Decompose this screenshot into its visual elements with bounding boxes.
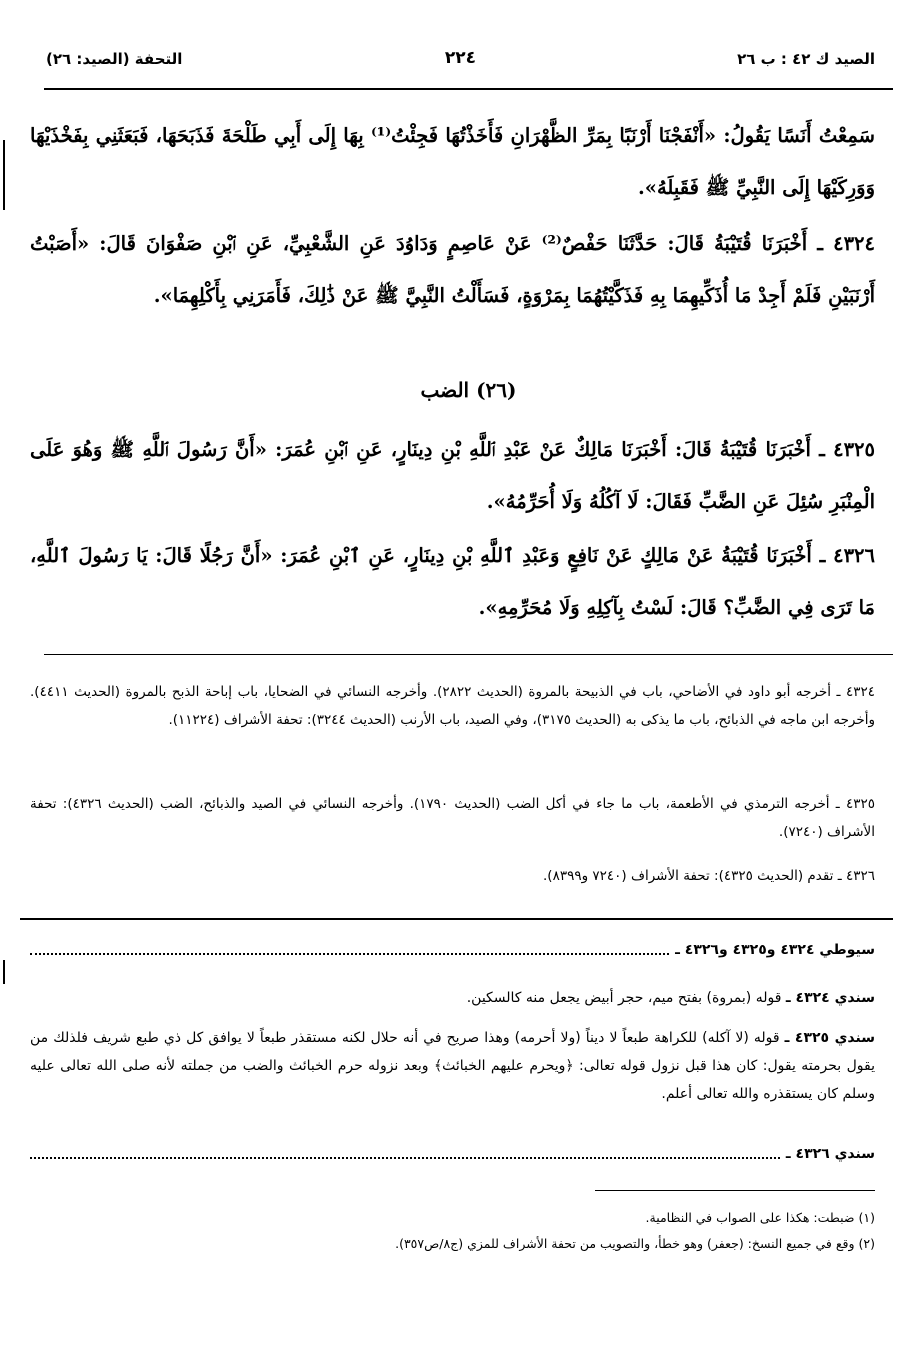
sindi-4326-label: سندي ٤٣٢٦ ـ — [785, 1146, 875, 1162]
scan-edge-mark — [3, 960, 5, 984]
suyuti-label: سيوطي ٤٣٢٤ و٤٣٢٥ و٤٣٢٦ ـ — [675, 942, 875, 958]
sindi-4324 — [30, 984, 875, 1012]
takhrij-4326: ٤٣٢٦ ـ تقدم (الحديث ٤٣٢٥): تحفة الأشراف (٧٢٤٠ و٨٣٩٩). — [543, 868, 875, 884]
hadith-4326: ٤٣٢٦ ـ أَخْبَرَنَا قُتَيْبَةُ عَنْ مَالِكٍ عَنْ نَافِعٍ وَعَبْدِ ٱللَّهِ بْنِ دِينَارٍ، عَنِ ٱبْنِ عُمَرَ: «أَنَّ رَجُلًا قَالَ: يَا رَسُولَ ٱللَّهِ، مَا تَرَى فِي الضَّبِّ؟ قَالَ: لَسْتُ بِآكِلِهِ وَلَا مُحَرِّمِهِ». — [30, 544, 875, 619]
takhrij-4324: ٤٣٢٤ ـ أخرجه أبو داود في الأضاحي، باب في الذبيحة بالمروة (الحديث ٢٨٢٢). وأخرجه النسائي في الضحايا، باب إباحة الذبح بالمروة (الحديث ٤٤١١). وأخرجه ابن ماجه في الذبائح، باب ما يذكى به (الحديث ٣١٧٥)، وفي الصيد، باب الأرنب (الحديث ٣٢٤٤): تحفة الأشراف (١١٢٢٤). — [30, 684, 875, 728]
commentary-rule — [20, 918, 893, 920]
editor-note-2: (٢) وقع في جميع النسخ: (جعفر) وهو خطأ، والتصويب من تحفة الأشراف للمزي (ج٨/ص٣٥٧). — [395, 1236, 875, 1251]
header-right: الصيد ك ٤٢ : ب ٢٦ — [737, 50, 875, 68]
header-rule — [44, 88, 893, 90]
header-left: التحفة (الصيد: ٢٦) — [46, 50, 183, 68]
editor-note-1: (١) ضبطت: هكذا على الصواب في النظامية. — [645, 1210, 875, 1225]
dotted-leader — [30, 1157, 780, 1159]
sindi-4325 — [30, 1024, 875, 1108]
notes-rule — [595, 1190, 875, 1191]
sindi-4324-text: قوله (بمروة) بفتح ميم، حجر أبيض يجعل منه كالسكين. — [466, 990, 786, 1006]
sindi-4326-line — [30, 1146, 875, 1162]
hadith-4325: ٤٣٢٥ ـ أَخْبَرَنَا قُتَيْبَةُ قَالَ: أَخْبَرَنَا مَالِكٌ عَنْ عَبْدِ ٱللَّهِ بْنِ دِينَارٍ، عَنِ ٱبْنِ عُمَرَ: «أَنَّ رَسُولَ ٱللَّهِ ﷺ وَهُوَ عَلَى الْمِنْبَرِ سُئِلَ عَنِ الضَّبِّ فَقَالَ: لَا آكُلُهُ وَلَا أُحَرِّمُهُ». — [30, 438, 875, 513]
takhrij-4325: ٤٣٢٥ ـ أخرجه الترمذي في الأطعمة، باب ما جاء في أكل الضب (الحديث ١٧٩٠). وأخرجه النسائي في الصيد والذبائح، الضب (الحديث ٤٣٢٦): تحفة الأشراف (٧٢٤٠). — [30, 796, 875, 840]
sindi-4325-label: سندي ٤٣٢٥ ـ — [784, 1030, 875, 1046]
takhrij-rule — [44, 654, 893, 655]
suyuti-line — [30, 942, 875, 958]
section-heading: (٢٦) الضب — [420, 378, 517, 402]
scan-edge-mark — [3, 140, 5, 210]
hadith-4323-end: سَمِعْتُ أَنَسًا يَقُولُ: «أَنْفَجْنَا أَرْنَبًا بِمَرِّ الظَّهْرَانِ فَأَخَذْتُهَا فَجِئْتُ⁽¹⁾ بِهَا إِلَى أَبِي طَلْحَةَ فَذَبَحَهَا، فَبَعَثَنِي بِفَخْذَيْهَا وَوَرِكَيْهَا إِلَى النَّبِيِّ ﷺ فَقَبِلَهُ». — [30, 124, 875, 199]
dotted-leader — [30, 953, 669, 955]
sindi-4324-label: سندي ٤٣٢٤ ـ — [785, 990, 875, 1006]
sindi-4325-text: قوله (لا آكله) للكراهة طبعاً لا ديناً (ولا أحرمه) وهذا صريح في أنه حلال لكنه مستقذر طبعاً لا يوافق كل ذي طبع شريف فلذلك من يقول بحرمته يقول: كان هذا قبل نزول قوله تعالى: ﴿ويحرم عليهم الخبائث﴾ وبعد نزوله حرم الخبائث والضب من جملته لأنه صلى الله تعالى عليه وسلم كان يستقذره والله تعالى أعلم. — [30, 1030, 875, 1102]
page-number: ٢٢٤ — [444, 48, 477, 68]
hadith-4324: ٤٣٢٤ ـ أَخْبَرَنَا قُتَيْبَةُ قَالَ: حَدَّثَنَا حَفْصٌ⁽²⁾ عَنْ عَاصِمٍ وَدَاوُدَ عَنِ الشَّعْبِيِّ، عَنِ ٱبْنِ صَفْوَانَ قَالَ: «أَصَبْتُ أَرْنَبَيْنِ فَلَمْ أَجِدْ مَا أُذَكِّيهِمَا بِهِ فَذَكَّيْتُهُمَا بِمَرْوَةٍ، فَسَأَلْتُ النَّبِيَّ ﷺ عَنْ ذَٰلِكَ، فَأَمَرَنِي بِأَكْلِهِمَا». — [30, 232, 875, 307]
